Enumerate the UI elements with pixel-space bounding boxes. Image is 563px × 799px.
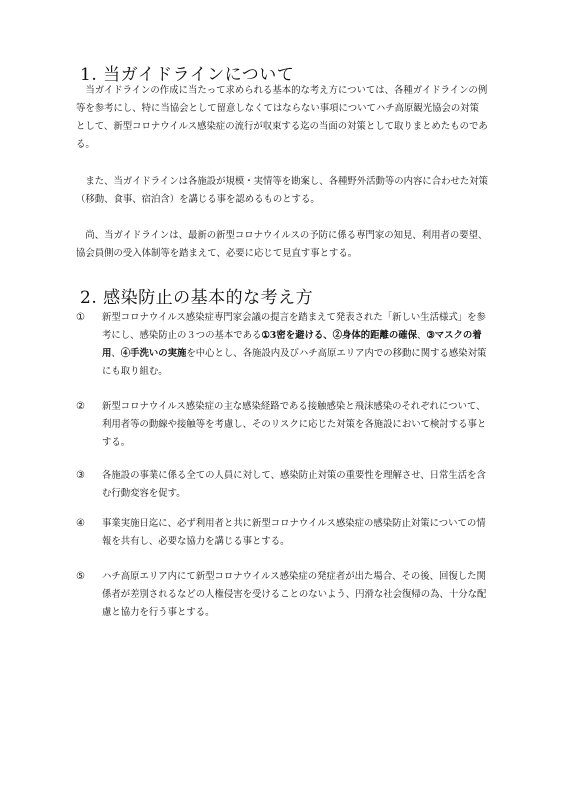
section-2-heading: 2. 感染防止の基本的な考え方 xyxy=(80,288,314,308)
item-number: ① xyxy=(76,312,85,323)
item-text-bold: ④手洗いの実施 xyxy=(120,348,187,359)
item-text-bold: ①3密を避ける、②身体的距離の確保 xyxy=(261,330,417,341)
item-number: ② xyxy=(76,401,85,412)
principle-item-1 xyxy=(76,309,488,381)
item-number: ⑤ xyxy=(76,571,85,582)
item-text: 各施設の事業に係る全ての人員に対して、感染防止対策の重要性を理解させ、日常生活を含む行動変容を促す。 xyxy=(102,470,486,499)
item-text: ハチ高原エリア内にて新型コロナウイルス感染症の発症者が出た場合、その後、回復した関係者が差別されるなどの人権侵害を受けることのないよう、円滑な社会復帰の為、十分な配慮と協力を行う事とする。 xyxy=(102,571,487,618)
section-1-heading: 1. 当ガイドラインについて xyxy=(80,65,295,85)
section-1-paragraph-3: 尚、当ガイドラインは、最新の新型コロナウイルスの予防に係る専門家の知見、利用者の要望、協会員側の受入体制等を踏まえて、必要に応じて見直す事とする。 xyxy=(76,230,488,259)
item-text: 事業実施日迄に、必ず利用者と共に新型コロナウイルス感染症の感染防止対策についての情報を共有し、必要な協力を講じる事とする。 xyxy=(102,518,486,547)
principle-item-3 xyxy=(76,467,488,503)
item-text xyxy=(102,309,488,381)
item-number: ③ xyxy=(76,470,85,481)
principle-item-2 xyxy=(76,398,488,452)
item-text-part: 、 xyxy=(111,348,121,359)
item-text-bold: ③マスクの着用 xyxy=(102,330,482,359)
item-text-part: 新型コロナウイルス感染症専門家会議の提言を踏まえて発表された「新しい生活様式」を参考にし、感染防止の３つの基本である xyxy=(102,312,486,341)
item-text-part: を中心とし、各施設内及びハチ高原エリア内での移動に関する感染対策にも取り組む。 xyxy=(102,348,487,377)
item-number: ④ xyxy=(76,518,85,529)
item-text-part: 、 xyxy=(416,330,427,341)
principle-item-5 xyxy=(76,568,488,622)
section-1-paragraph-2: また、当ガイドラインは各施設が規模・実情等を勘案し、各種野外活動等の内容に合わせた対策（移動、食事、宿泊含）を講じる事を認めるものとする。 xyxy=(76,176,488,205)
principle-item-4 xyxy=(76,515,488,551)
section-1-paragraph-1: 当ガイドラインの作成に当たって求められる基本的な考え方については、各種ガイドラインの例等を参考にし、特に当協会として留意しなくてはならない事項についてハチ高原観光協会の対策として、新型コロナウイルス感染症の流行が収束する迄の当面の対策として取りまとめたものである。 xyxy=(76,85,488,150)
item-text: 新型コロナウイルス感染症の主な感染経路である接触感染と飛沫感染のそれぞれについて、利用者等の動線や接触等を考慮し、そのリスクに応じた対策を各施設において検討する事とする。 xyxy=(102,401,487,448)
